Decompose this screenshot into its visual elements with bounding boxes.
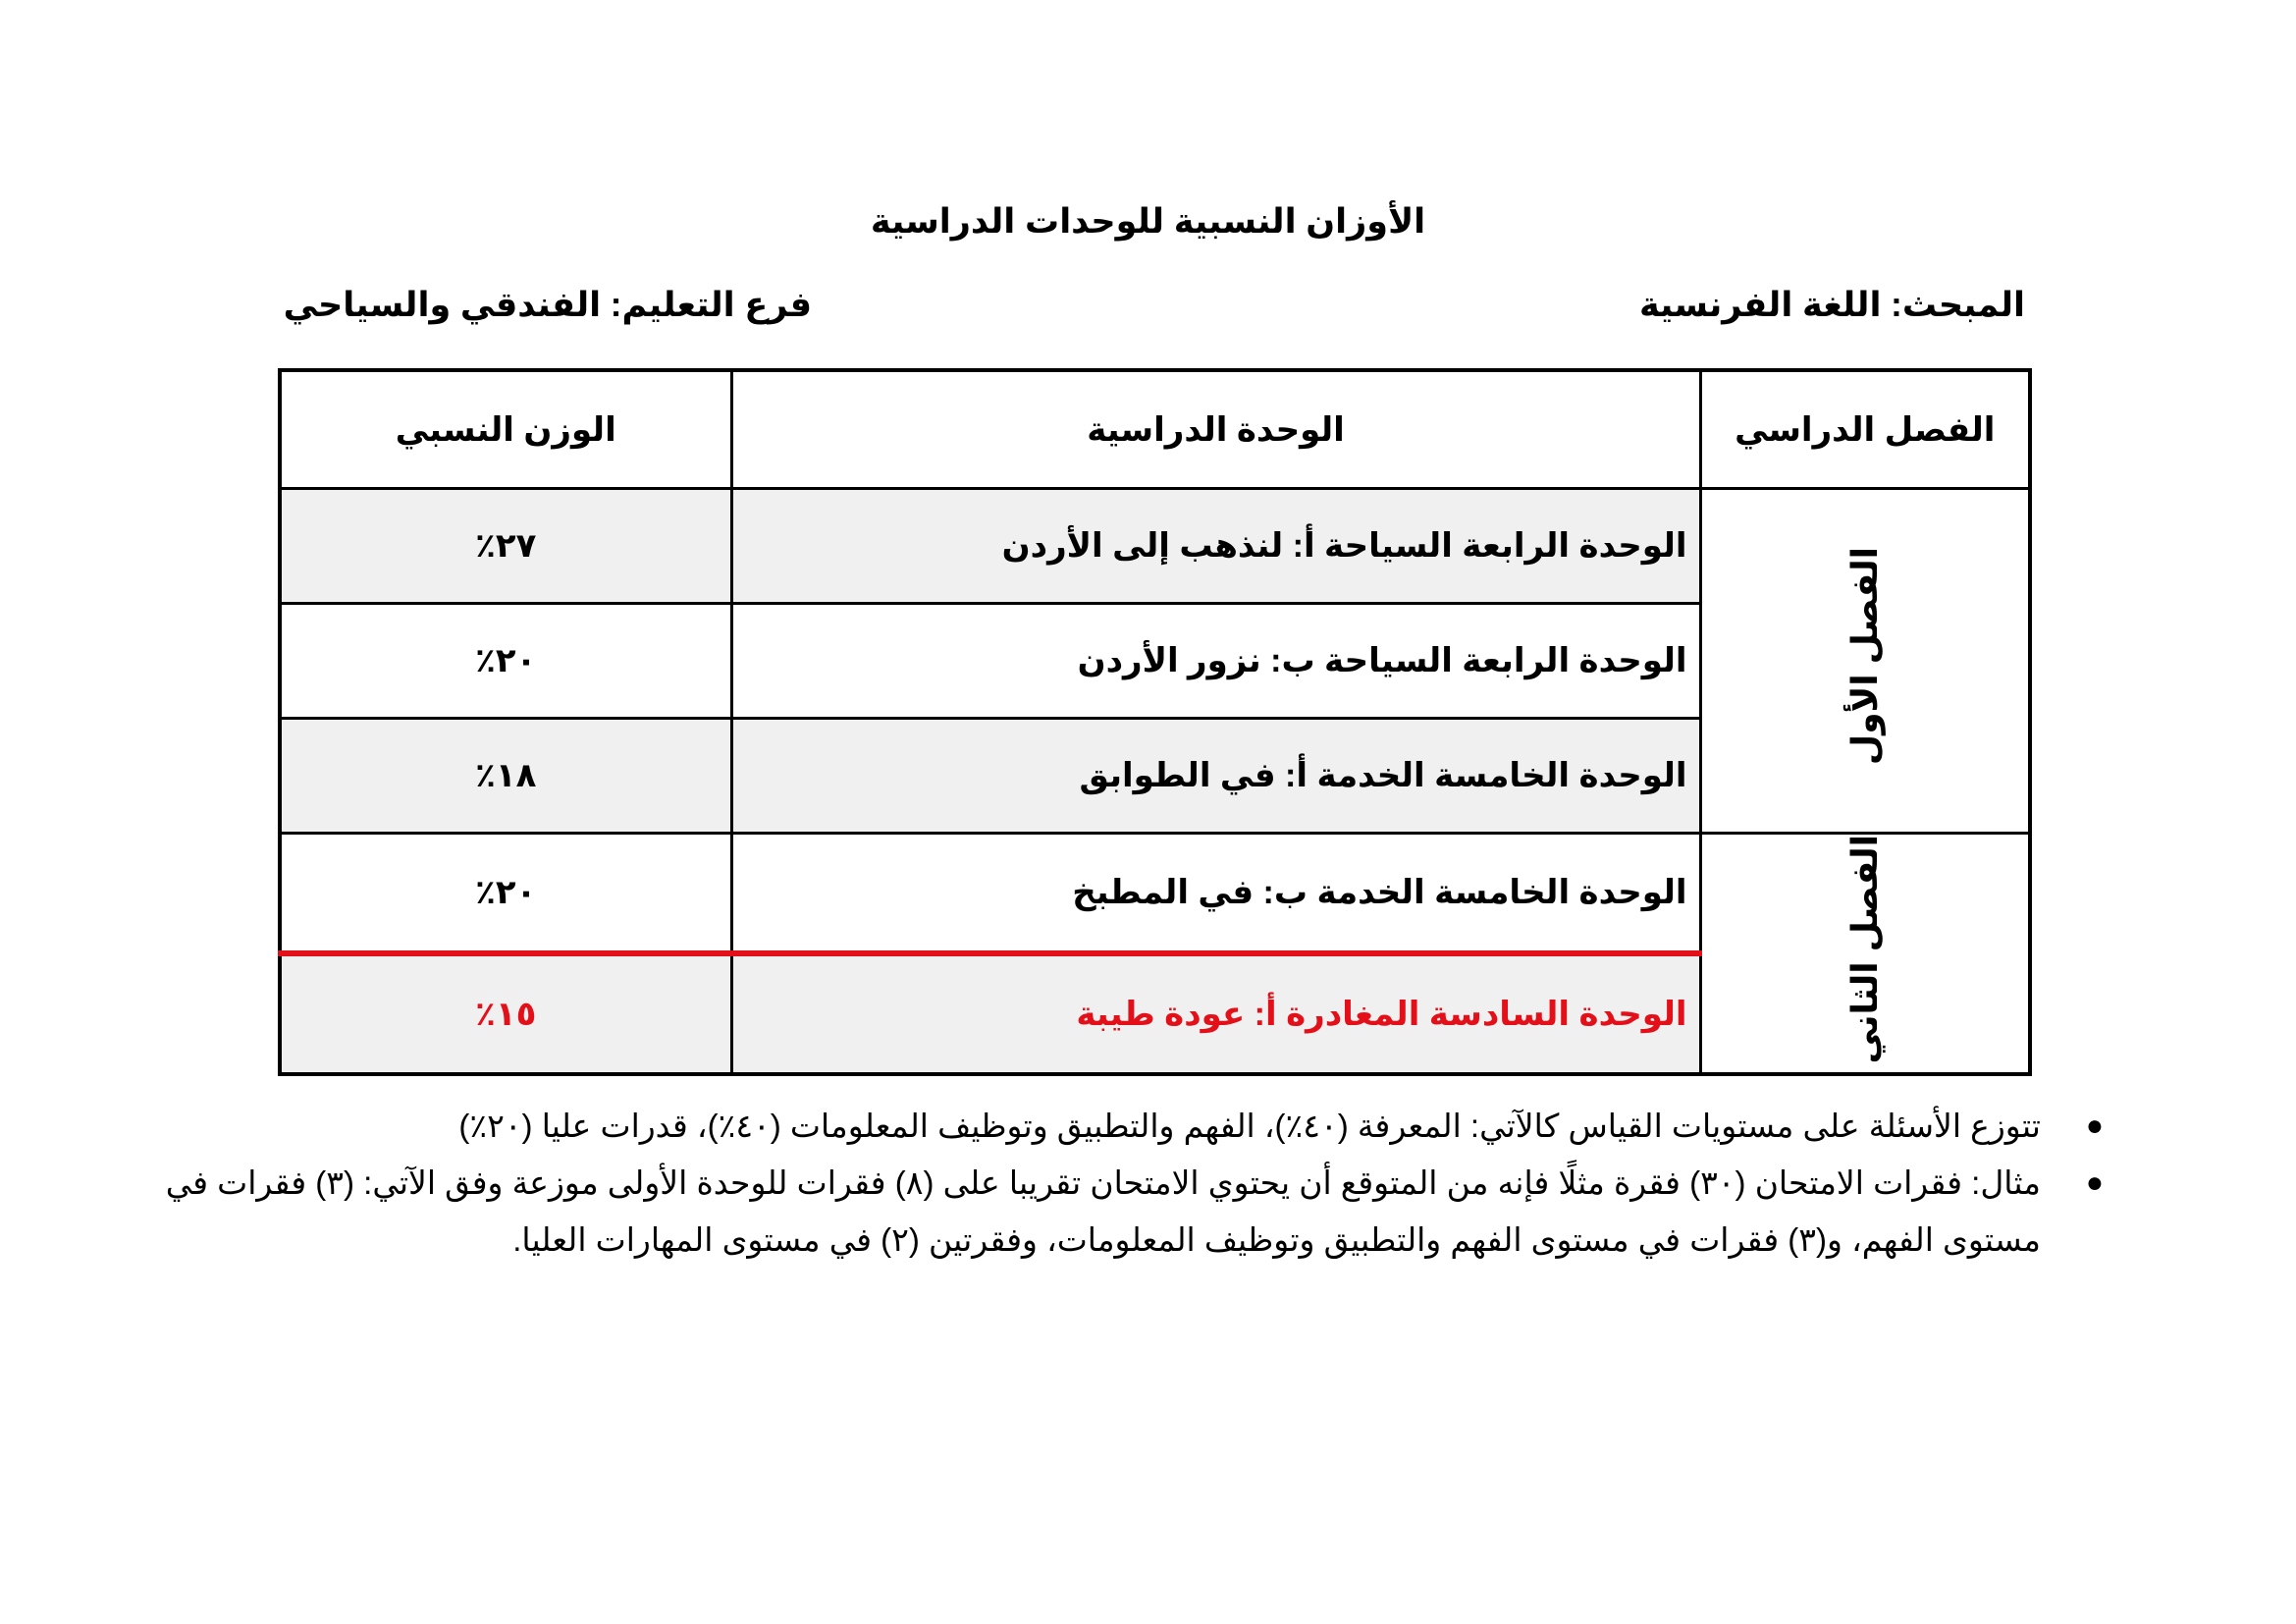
table-row [280, 489, 2030, 604]
bullet-icon: ● [2085, 1110, 2104, 1142]
term-second-cell [1700, 834, 2030, 1075]
subject-label: المبحث: اللغة الفرنسية [1638, 286, 2025, 324]
header-unit: الوحدة الدراسية [731, 370, 1700, 489]
weight-cell: ٢٠٪ [280, 834, 731, 954]
table-row [280, 834, 2030, 954]
header-weight: الوزن النسبي [280, 370, 731, 489]
unit-cell: الوحدة الخامسة الخدمة أ: في الطوابق [731, 719, 1700, 834]
weight-cell: ٢٠٪ [280, 604, 731, 719]
note-text: تتوزع الأسئلة على مستويات القياس كالآتي: المعرفة (٤٠٪)، الفهم والتطبيق وتوظيف المعلومات (٤٠٪)، قدرات عليا (٢٠٪) [458, 1108, 2041, 1144]
weight-cell: ٢٧٪ [280, 489, 731, 604]
weights-table [278, 368, 2032, 1076]
header-term: الفصل الدراسي [1700, 370, 2030, 489]
term-first-cell [1700, 489, 2030, 834]
notes-list [97, 1098, 2104, 1269]
branch-label: فرع التعليم: الفندقي والسياحي [283, 286, 812, 324]
note-item [97, 1098, 2104, 1155]
note-item [97, 1155, 2104, 1269]
bullet-icon: ● [2085, 1166, 2104, 1199]
unit-cell: الوحدة السادسة المغادرة أ: عودة طيبة [731, 953, 1700, 1074]
term-second-label: الفصل الثاني [1843, 835, 1885, 1064]
page-title: الأوزان النسبية للوحدات الدراسية [870, 202, 1426, 241]
weight-cell: ١٥٪ [280, 953, 731, 1074]
unit-cell: الوحدة الرابعة السياحة أ: لنذهب إلى الأردن [731, 489, 1700, 604]
note-text: مثال: فقرات الامتحان (٣٠) فقرة مثلًا فإنه من المتوقع أن يحتوي الامتحان تقريبا على (٨) فقرات للوحدة الأولى موزعة وفق الآتي: (٣) فقرات في مستوى الفهم، و(٣) فقرات في مستوى الفهم والتطبيق وتوظيف المعلومات، وفقرتين (٢) في مستوى المهارات العليا. [165, 1164, 2041, 1258]
unit-cell: الوحدة الرابعة السياحة ب: نزور الأردن [731, 604, 1700, 719]
unit-cell: الوحدة الخامسة الخدمة ب: في المطبخ [731, 834, 1700, 954]
table-header-row [280, 370, 2030, 489]
term-first-label: الفصل الأول [1843, 547, 1885, 766]
weight-cell: ١٨٪ [280, 719, 731, 834]
